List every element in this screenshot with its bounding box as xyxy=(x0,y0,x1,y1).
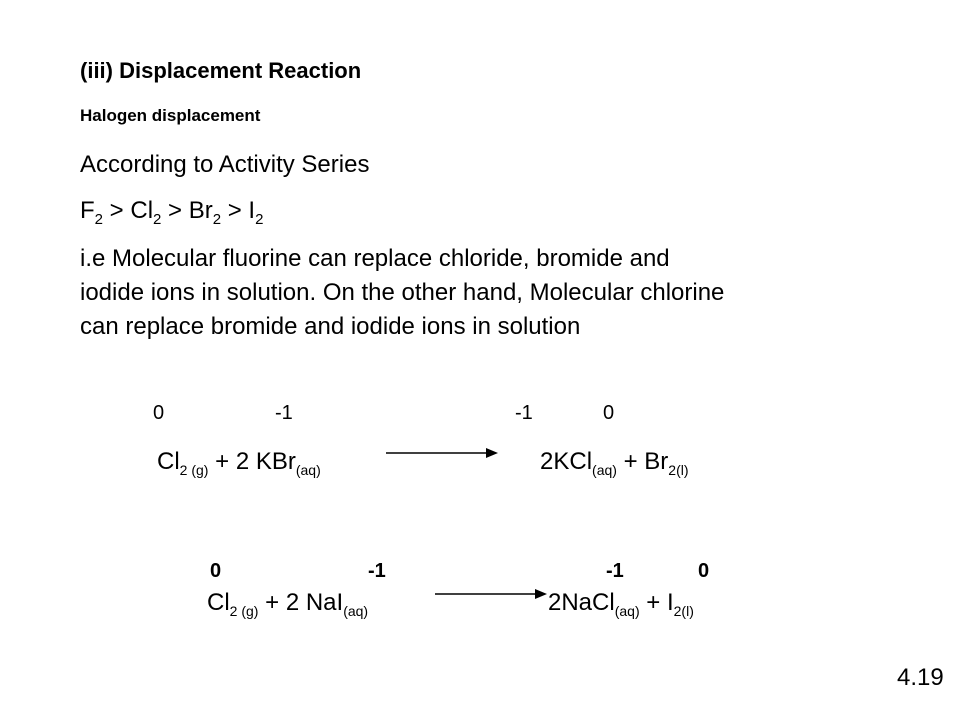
bromine-symbol: > Br xyxy=(161,197,213,224)
fluorine-symbol: F xyxy=(80,197,95,224)
reactant-nai: + 2 NaI xyxy=(258,589,344,616)
page-number: 4.19 xyxy=(897,664,944,691)
reaction2-reactants xyxy=(207,589,368,617)
paragraph-line: can replace bromide and iodide ions in solution xyxy=(80,313,581,340)
paragraph-line: i.e Molecular fluorine can replace chloride, bromide and xyxy=(80,245,670,272)
reaction1-products xyxy=(540,448,689,476)
oxidation-state: -1 xyxy=(368,560,386,582)
oxidation-state: 0 xyxy=(698,560,710,582)
fluorine-subscript: 2 xyxy=(94,211,104,228)
state-subscript: 2 (g) xyxy=(179,462,209,478)
state-subscript: 2(l) xyxy=(668,462,689,478)
activity-series-heading: According to Activity Series xyxy=(80,151,370,178)
oxidation-state: -1 xyxy=(275,402,293,424)
chlorine-subscript: 2 xyxy=(153,211,162,228)
product-kcl: 2KCl xyxy=(540,448,593,475)
state-subscript: 2 (g) xyxy=(229,603,259,619)
product-bromine: + Br xyxy=(616,448,669,475)
paragraph-line: iodide ions in solution. On the other hand, Molecular chlorine xyxy=(80,279,725,306)
slide-subtitle: Halogen displacement xyxy=(80,106,261,125)
bromine-subscript: 2 xyxy=(212,211,222,228)
reaction2-products xyxy=(548,589,694,617)
explanation-paragraph xyxy=(80,242,724,344)
state-subscript: (aq) xyxy=(614,603,640,619)
oxidation-state: 0 xyxy=(603,402,615,424)
iodine-symbol: > I xyxy=(221,197,256,224)
oxidation-state: -1 xyxy=(606,560,624,582)
product-nacl: 2NaCl xyxy=(548,589,615,616)
reactant-chlorine: Cl xyxy=(157,448,180,475)
oxidation-state: 0 xyxy=(153,402,165,424)
reactant-chlorine: Cl xyxy=(207,589,230,616)
state-subscript: (aq) xyxy=(295,462,321,478)
activity-series-order xyxy=(80,197,264,228)
reactant-kbr: + 2 KBr xyxy=(208,448,296,475)
slide-title: (iii) Displacement Reaction xyxy=(80,58,362,83)
state-subscript: (aq) xyxy=(343,603,369,619)
iodine-subscript: 2 xyxy=(255,211,264,228)
oxidation-state: -1 xyxy=(515,402,533,424)
reaction-arrow-icon xyxy=(386,446,498,460)
state-subscript: (aq) xyxy=(592,462,617,478)
reaction1-reactants xyxy=(157,448,321,476)
state-subscript: 2(l) xyxy=(673,603,694,619)
chlorine-symbol: > Cl xyxy=(103,197,154,224)
product-iodine: + I xyxy=(639,589,674,616)
oxidation-state: 0 xyxy=(210,560,222,582)
reaction-arrow-icon xyxy=(435,587,547,601)
